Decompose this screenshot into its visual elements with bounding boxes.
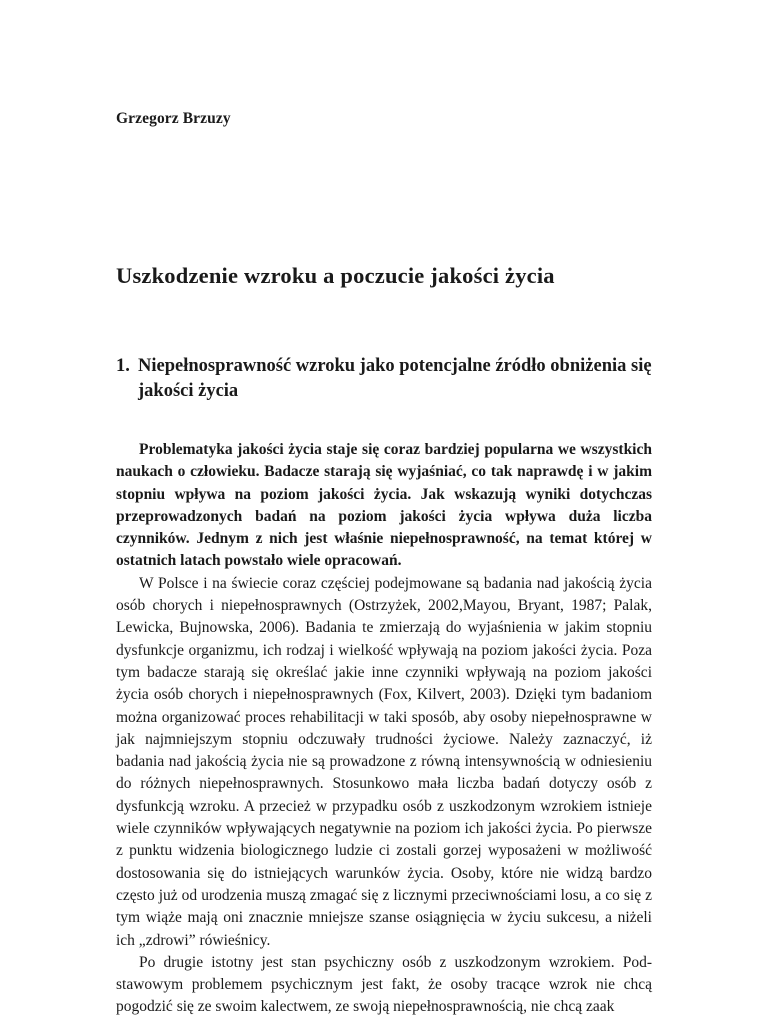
chapter-title: Uszkodzenie wzroku a poczucie jakości życia <box>116 263 555 288</box>
abstract-paragraph: Problematyka jakości życia staje się coraz bardziej popularna we wszystkich naukach o człowieku. Badacze starają się wyjaśniać, co tak naprawdę i w jakim stopniu wpływa na poziom jakości życia. Jak wskazują wyniki dotychczas przeprowadzonych badań na poziom jakości życia wpływa duża liczba czynników. Jednym z nich jest właśnie niepełnosprawność, na temat której w ostatnich latach powstało wiele opracowań. <box>116 441 652 570</box>
section-heading <box>116 354 676 404</box>
body-paragraph: Po drugie istotny jest stan psychiczny osób z uszkodzonym wzrokiem. Podstawowym problemem psychicznym jest fakt, że osoby tracące wzrok nie chcą pogodzić się ze swoim kalectwem, ze swoją niepełnosprawnością, nie chcą zaak <box>116 953 652 1016</box>
section-number: 1. <box>116 356 130 376</box>
section-title: Niepełnosprawność wzroku jako potencjalne źródło obniżenia się jakości życia <box>138 356 652 401</box>
body-paragraph: W Polsce i na świecie coraz częściej podejmowane są badania nad jakością życia osób chorych i niepełnosprawnych (Ostrzyżek, 2002,Mayou, Bryant, 1987; Palak, Lewicka, Bujnowska, 2006). Badania te zmierzają do wyjaśnienia w jakim stopniu dysfunkcje organizmu, ich rodzaj i wielkość wpływają na poziom jakości życia. Poza tym badacze starają się określać jakie inne czynniki wpływają na poziom jakości życia osób chorych i niepełnosprawnych (Fox, Kilvert, 2003). Dzięki tym badaniom można organizować proces rehabilitacji w taki sposób, aby osoby niepełnosprawne w jak najmniejszym stopniu odczuwały trudności życiowe. Należy zaznaczyć, iż badania nad jakością życia nie są prowadzone z równą intensywnością w odniesieniu do różnych niepełnosprawnych. Stosunkowo mała liczba badań dotyczy osób z dysfunkcją wzroku. A przecież w przypadku osób z uszkodzonym wzrokiem istnieje wiele czynników wpływających negatywnie na poziom ich jakości życia. Po pierwsze z punktu widzenia biologicznego ludzie ci zostali gorzej wyposażeni w możliwość dostosowania się do istniejących warunków życia. Osoby, które nie widzą bardzo często już od urodzenia muszą zmagać się z licznymi przeciwnościami losu, a co się z tym wiąże mają oni znacznie mniejsze szanse osiągnięcia w życiu sukcesu, a niżeli ich „zdrowi” rówieśnicy. <box>116 574 652 949</box>
body-text <box>116 439 652 1019</box>
author-name: Grzegorz Brzuzy <box>116 110 231 127</box>
